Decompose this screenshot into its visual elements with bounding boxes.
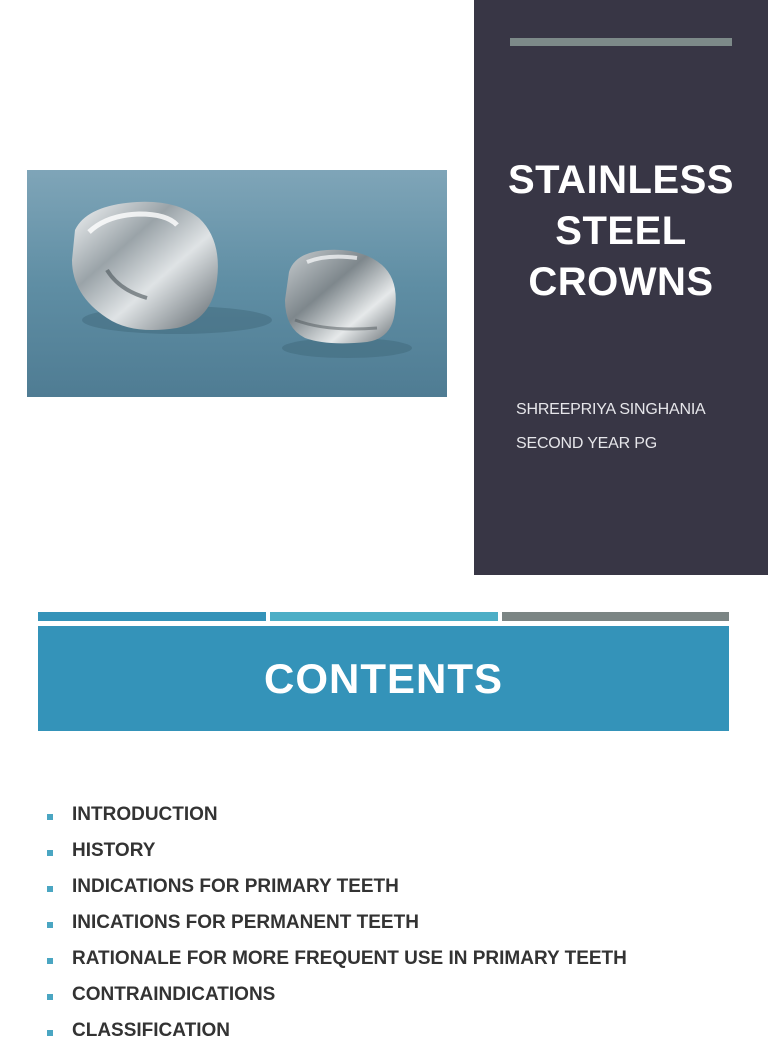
list-item-text: INDICATIONS FOR PRIMARY TEETH xyxy=(72,876,399,897)
accent-stripe xyxy=(38,612,266,621)
accent-stripe xyxy=(502,612,729,621)
list-item-text: HISTORY xyxy=(72,840,156,861)
square-bullet-icon xyxy=(47,850,53,856)
author-role: SECOND YEAR PG xyxy=(516,435,657,452)
list-item xyxy=(0,838,768,874)
contents-header xyxy=(38,626,729,731)
square-bullet-icon xyxy=(47,922,53,928)
square-bullet-icon xyxy=(47,814,53,820)
title-line: STEEL xyxy=(555,209,687,253)
contents-slide xyxy=(0,575,768,1041)
list-item xyxy=(0,802,768,838)
panel-accent-bar xyxy=(510,38,732,46)
list-item xyxy=(0,910,768,946)
title-panel xyxy=(474,0,768,575)
square-bullet-icon xyxy=(47,886,53,892)
author-name: SHREEPRIYA SINGHANIA xyxy=(516,401,706,418)
list-item-text: INTRODUCTION xyxy=(72,804,218,825)
list-item xyxy=(0,1018,768,1054)
list-item-text: RATIONALE FOR MORE FREQUENT USE IN PRIMARY TEETH xyxy=(72,948,627,969)
title-line: STAINLESS xyxy=(507,158,734,202)
slide-title xyxy=(474,155,768,308)
list-item xyxy=(0,982,768,1018)
square-bullet-icon xyxy=(47,958,53,964)
stainless-steel-crowns-photo xyxy=(27,170,447,397)
list-item-text: CONTRAINDICATIONS xyxy=(72,984,276,1005)
list-item-text: CLASSIFICATION xyxy=(72,1020,230,1041)
list-item-text: INICATIONS FOR PERMANENT TEETH xyxy=(72,912,419,933)
square-bullet-icon xyxy=(47,1030,53,1036)
list-item xyxy=(0,874,768,910)
contents-list xyxy=(0,802,768,1054)
list-item xyxy=(0,946,768,982)
contents-heading: CONTENTS xyxy=(264,654,503,702)
title-line: CROWNS xyxy=(528,260,714,304)
accent-stripe xyxy=(270,612,498,621)
square-bullet-icon xyxy=(47,994,53,1000)
